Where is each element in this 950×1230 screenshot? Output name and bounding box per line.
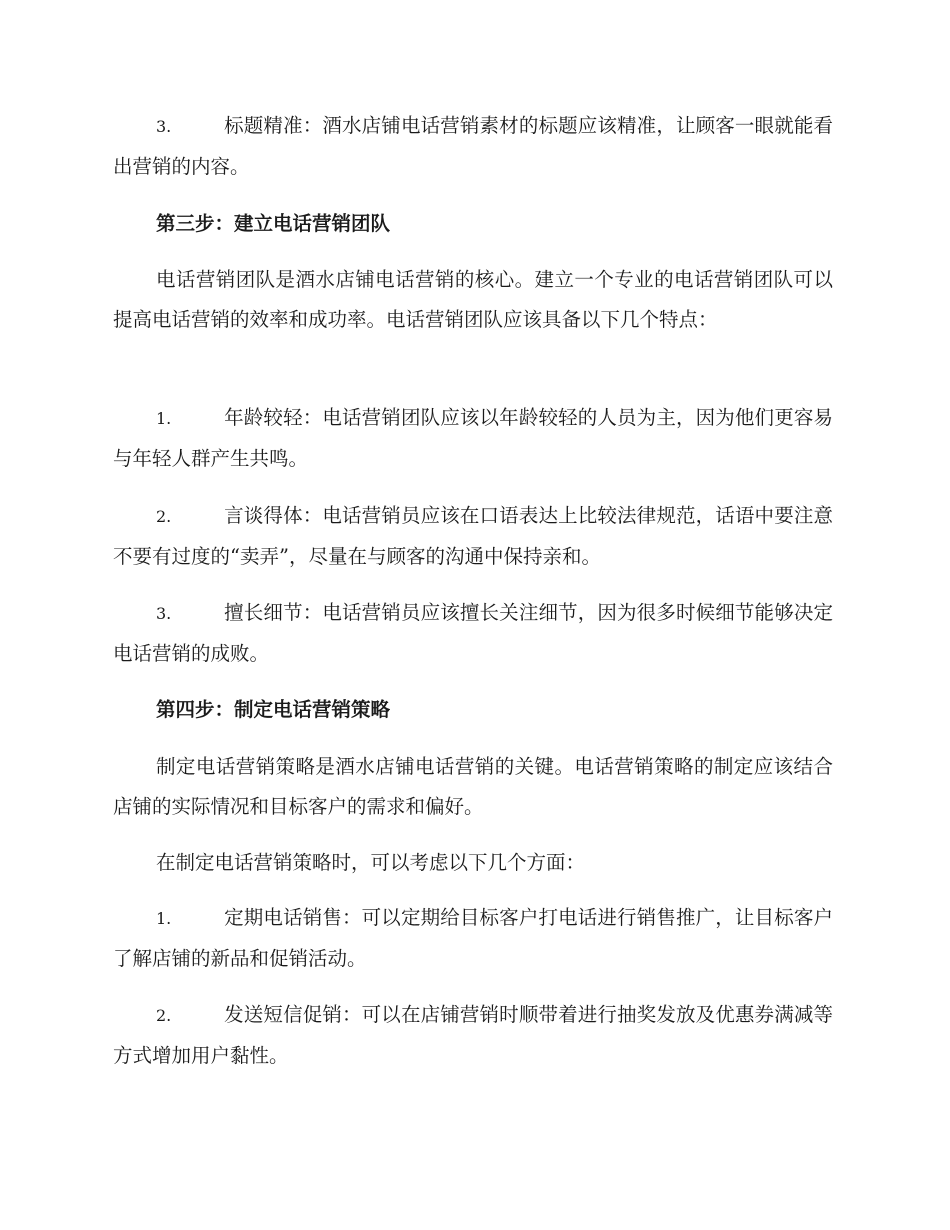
list-number: 2. — [156, 1006, 172, 1025]
list-item-text: 年龄较轻：电话营销团队应该以年龄较轻的人员为主，因为他们更容易与年轻人群产生共鸣。 — [113, 406, 833, 470]
list-item-text: 标题精准：酒水店铺电话营销素材的标题应该精准，让顾客一眼就能看出营销的内容。 — [113, 114, 833, 178]
list-item — [113, 496, 833, 577]
list-item-text: 言谈得体：电话营销员应该在口语表达上比较法律规范，话语中要注意不要有过度的“卖弄”，尽量在与顾客的沟通中保持亲和。 — [113, 504, 833, 568]
list-item — [113, 593, 833, 674]
list-number: 1. — [156, 409, 172, 428]
list-item — [113, 995, 833, 1076]
list-item — [113, 398, 833, 479]
section-heading: 第四步：制定电话营销策略 — [156, 698, 391, 721]
paragraph: 制定电话营销策略是酒水店铺电话营销的关键。电话营销策略的制定应该结合店铺的实际情况和目标客户的需求和偏好。 — [113, 755, 833, 818]
list-item-text: 擅长细节：电话营销员应该擅长关注细节，因为很多时候细节能够决定电话营销的成败。 — [113, 601, 833, 665]
list-number: 3. — [156, 117, 172, 136]
paragraph: 在制定电话营销策略时，可以考虑以下几个方面： — [156, 851, 586, 874]
list-number: 3. — [156, 604, 172, 623]
paragraph: 电话营销团队是酒水店铺电话营销的核心。建立一个专业的电话营销团队可以提高电话营销的效率和成功率。电话营销团队应该具备以下几个特点： — [113, 268, 833, 331]
section-heading: 第三步：建立电话营销团队 — [156, 212, 391, 235]
list-item — [113, 898, 833, 979]
list-item-text: 定期电话销售：可以定期给目标客户打电话进行销售推广，让目标客户了解店铺的新品和促销活动。 — [113, 906, 833, 970]
list-item-text: 发送短信促销：可以在店铺营销时顺带着进行抽奖发放及优惠券满减等方式增加用户黏性。 — [113, 1003, 833, 1067]
list-number: 2. — [156, 507, 172, 526]
list-number: 1. — [156, 909, 172, 928]
list-item — [113, 106, 833, 187]
